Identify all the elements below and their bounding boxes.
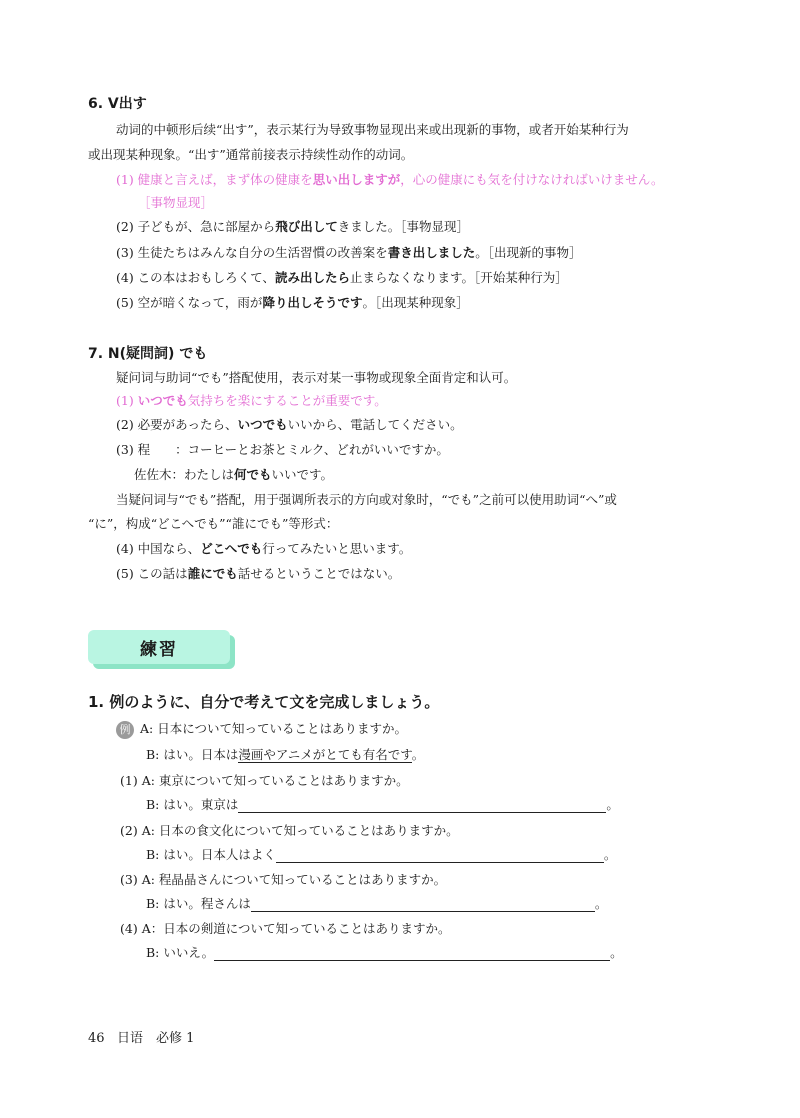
answer-blank-4[interactable] xyxy=(214,946,610,961)
answer-blank-3[interactable] xyxy=(251,897,595,912)
example-answer: 漫画やアニメがとても有名です xyxy=(238,747,412,762)
section-6-description-line2: 或出现某种现象。“出す”通常前接表示持续性动作的动词。 xyxy=(88,147,414,162)
section-6-example-3: (3) 生徒たちはみんな自分の生活習慣の改善案を書き出しました。［出现新的事物］ xyxy=(116,245,582,260)
section-6-example-5: (5) 空が暗くなって，雨が降り出しそうです。［出现某种现象］ xyxy=(116,295,469,310)
practice-example-b: B: はい。日本は漫画やアニメがとても有名です。 xyxy=(146,747,425,762)
practice-item-3-b: B: はい。程さんは 。 xyxy=(146,896,608,911)
answer-blank-2[interactable] xyxy=(276,848,604,863)
practice-badge: 練習 xyxy=(88,630,230,664)
practice-item-3-a: (3) A: 程晶晶さんについて知っていることはありますか。 xyxy=(120,872,447,887)
answer-blank-1[interactable] xyxy=(238,798,606,813)
section-6-example-2: (2) 子どもが、急に部屋から飛び出してきました。［事物显现］ xyxy=(116,219,469,234)
section-7-example-3a: (3) 程 ：コーヒーとお茶とミルク、どれがいいですか。 xyxy=(116,442,449,457)
section-7-description-line3: “に”，构成“どこへでも”“誰にでも”等形式： xyxy=(88,516,339,531)
section-6-heading: 6. V出す xyxy=(88,96,147,112)
practice-item-1-a: (1) A: 東京について知っていることはありますか。 xyxy=(120,773,409,788)
practice-question-1: 1. 例のように、自分で考えて文を完成しましょう。 xyxy=(88,693,440,711)
practice-item-4-b: B: いいえ。 。 xyxy=(146,945,623,960)
section-6-example-4: (4) この本はおもしろくて、読み出したら止まらなくなります。［开始某种行为］ xyxy=(116,270,568,285)
section-7-example-4: (4) 中国なら、どこへでも行ってみたいと思います。 xyxy=(116,541,412,556)
practice-item-2-a: (2) A: 日本の食文化について知っていることはありますか。 xyxy=(120,823,459,838)
practice-item-4-a: (4) A：日本の剣道について知っていることはありますか。 xyxy=(120,921,451,936)
section-6-example-1-tag: ［事物显现］ xyxy=(138,195,214,210)
book-title: 日语 必修 1 xyxy=(116,1031,195,1046)
section-7-heading: 7. N(疑問詞) でも xyxy=(88,346,208,362)
section-7-description-line2: 当疑问词与“でも”搭配，用于强调所表示的方向或对象时，“でも”之前可以使用助词“へ”或 xyxy=(116,492,617,507)
practice-example-a: 例 A: 日本について知っていることはありますか。 xyxy=(116,719,407,739)
section-7-example-5: (5) この話は誰にでも話せるということではない。 xyxy=(116,566,401,581)
section-7-example-1: (1) いつでも気持ちを楽にすることが重要です。 xyxy=(116,393,387,408)
practice-item-1-b: B: はい。東京は 。 xyxy=(146,797,619,812)
section-7-example-3b: 佐佐木：わたしは何でもいいです。 xyxy=(134,467,334,482)
example-mark: 例 xyxy=(116,721,134,739)
section-7-description-line1: 疑问词与助词“でも”搭配使用，表示对某一事物或现象全面肯定和认可。 xyxy=(116,370,517,385)
practice-item-2-b: B: はい。日本人はよく 。 xyxy=(146,847,617,862)
footer xyxy=(88,1027,194,1046)
section-6-description-line1: 动词的中顿形后续“出す”，表示某行为导致事物显现出来或出现新的事物，或者开始某种行为 xyxy=(116,122,629,137)
page-number: 46 xyxy=(88,1031,105,1046)
section-6-example-1: (1) 健康と言えば，まず体の健康を思い出しますが，心の健康にも気を付けなければいけません。 xyxy=(116,172,664,187)
section-7-example-2: (2) 必要があったら、いつでもいいから、電話してください。 xyxy=(116,417,463,432)
